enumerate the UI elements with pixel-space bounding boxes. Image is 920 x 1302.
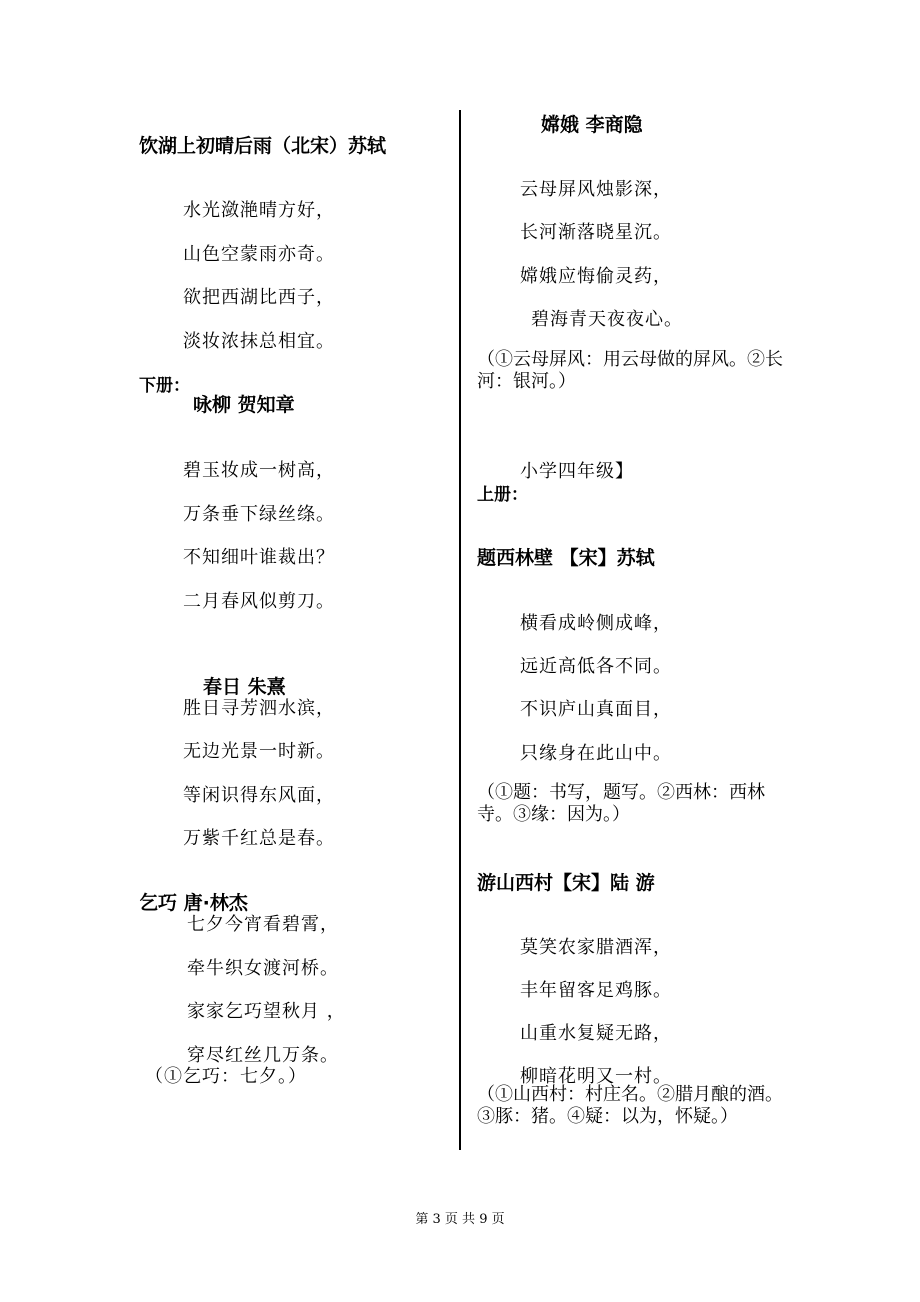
poem-line: 柳暗花明又一村。: [520, 1066, 672, 1087]
poem-line: 牵牛织女渡河桥。: [187, 958, 339, 979]
poem-line: 七夕今宵看碧霄，: [187, 914, 339, 935]
poem-title: 饮湖上初晴后雨（北宋）苏轼: [139, 135, 387, 157]
poem-line: 横看成岭侧成峰，: [520, 613, 672, 634]
poem-line: 远近高低各不同。: [520, 656, 672, 677]
poem-line: 等闲识得东风面，: [183, 785, 335, 806]
poem-line: 万紫千红总是春。: [183, 828, 335, 849]
poem-title: 游山西村【宋】陆 游: [477, 872, 655, 894]
section-label: 上册：: [477, 485, 528, 505]
poem-line: 莫笑农家腊酒浑，: [520, 937, 672, 958]
poem-line: 淡妆浓抹总相宜。: [183, 331, 335, 352]
poem-note: （①题：书写，题写。②西林：西林寺。③缘：因为。）: [477, 782, 765, 825]
page-number: 第 3 页 共 9 页: [415, 1212, 505, 1227]
poem-line: 山重水复疑无路，: [520, 1023, 672, 1044]
poem-title: 咏柳 贺知章: [193, 394, 295, 416]
poem-line: 欲把西湖比西子，: [183, 287, 335, 308]
poem-note: （①云母屏风：用云母做的屏风。②长河：银河。）: [477, 349, 783, 392]
poem-line: 碧玉妆成一树高，: [183, 460, 335, 481]
poem-line: 丰年留客足鸡豚。: [520, 980, 672, 1001]
column-divider: [459, 110, 461, 1150]
poem-line: 不识庐山真面目，: [520, 699, 672, 720]
poem-title: 嫦娥 李商隐: [541, 114, 643, 136]
poem-line: 胜日寻芳泗水滨，: [183, 698, 335, 719]
poem-title: 春日 朱熹: [203, 676, 286, 698]
poem-line: 无边光景一时新。: [183, 741, 335, 762]
poem-line: 只缘身在此山中。: [520, 743, 672, 764]
section-label: 下册：: [139, 376, 190, 396]
poem-line: 穿尽红丝几万条。: [187, 1045, 339, 1066]
poem-line: 家家乞巧望秋月 ，: [187, 1001, 346, 1022]
poem-line: 云母屏风烛影深，: [520, 179, 672, 200]
poem-line: 长河渐落晓星沉。: [520, 222, 672, 243]
poem-title: 乞巧 唐·林杰: [139, 892, 248, 914]
poem-line: 不知细叶谁裁出？: [183, 547, 335, 568]
grade-label: 小学四年级】: [520, 461, 634, 482]
poem-note: （①乞巧：七夕。）: [145, 1066, 307, 1087]
poem-title: 题西林壁 【宋】苏轼: [477, 547, 655, 569]
poem-line: 嫦娥应悔偷灵药，: [520, 266, 672, 287]
poem-line: 山色空蒙雨亦奇。: [183, 244, 335, 265]
poem-line: 水光潋滟晴方好，: [183, 200, 335, 221]
poem-note: （①山西村：村庄名。②腊月酿的酒。③豚：猪。④疑：以为，怀疑。）: [477, 1084, 783, 1127]
poem-line: 二月春风似剪刀。: [183, 591, 335, 612]
poem-line: 万条垂下绿丝绦。: [183, 504, 335, 525]
poem-line: 碧海青天夜夜心。: [531, 309, 683, 330]
